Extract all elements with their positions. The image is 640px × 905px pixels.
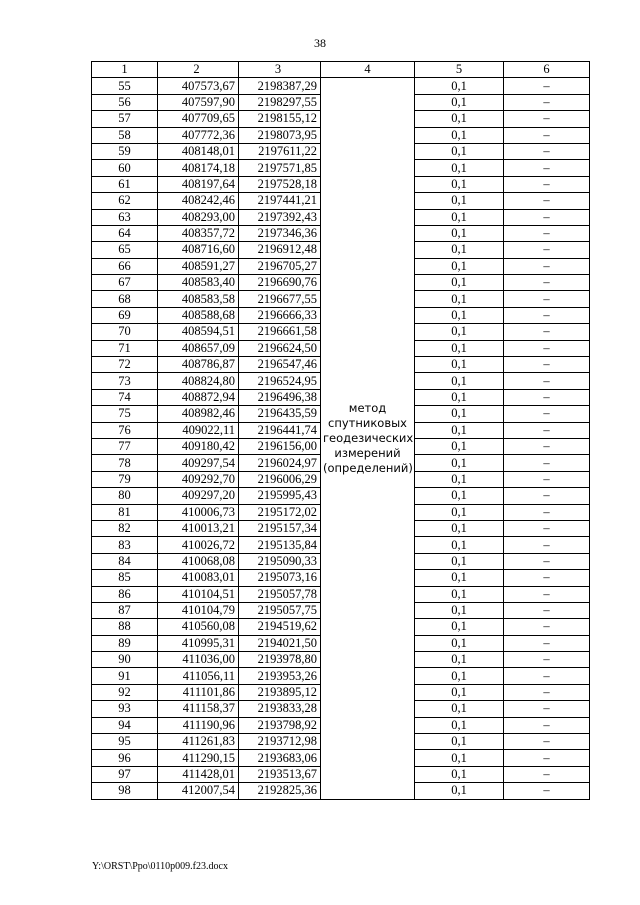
table-cell: 2195057,78 xyxy=(239,586,321,602)
table-cell: – xyxy=(504,340,590,356)
table-cell: 2197346,36 xyxy=(239,225,321,241)
table-cell: 83 xyxy=(92,537,158,553)
table-cell: 98 xyxy=(92,783,158,799)
table-cell: 0,1 xyxy=(415,422,504,438)
header-cell: 3 xyxy=(239,62,321,78)
header-cell: 2 xyxy=(158,62,239,78)
table-cell: – xyxy=(504,471,590,487)
table-cell: 96 xyxy=(92,750,158,766)
table-cell: 2192825,36 xyxy=(239,783,321,799)
table-cell: 0,1 xyxy=(415,438,504,454)
table-cell: 2195057,75 xyxy=(239,602,321,618)
table-cell: – xyxy=(504,537,590,553)
table-cell: 408174,18 xyxy=(158,160,239,176)
table-cell: 410104,79 xyxy=(158,602,239,618)
table-cell: 0,1 xyxy=(415,340,504,356)
table-cell: – xyxy=(504,242,590,258)
table-cell: 0,1 xyxy=(415,520,504,536)
table-cell: – xyxy=(504,684,590,700)
table-cell: 63 xyxy=(92,209,158,225)
page-number: 38 xyxy=(314,36,326,50)
table-cell: 408657,09 xyxy=(158,340,239,356)
table-cell: – xyxy=(504,783,590,799)
table-cell: 0,1 xyxy=(415,783,504,799)
table-cell: 82 xyxy=(92,520,158,536)
table-cell: 2196156,00 xyxy=(239,438,321,454)
table-cell: 411036,00 xyxy=(158,652,239,668)
table-cell: 411056,11 xyxy=(158,668,239,684)
table-cell: 71 xyxy=(92,340,158,356)
table-cell: 0,1 xyxy=(415,176,504,192)
table-cell: 408824,80 xyxy=(158,373,239,389)
table-cell: 91 xyxy=(92,668,158,684)
table-cell: 59 xyxy=(92,143,158,159)
table-cell: 0,1 xyxy=(415,504,504,520)
table-cell: 2197528,18 xyxy=(239,176,321,192)
table-cell: 0,1 xyxy=(415,389,504,405)
table-cell: 408357,72 xyxy=(158,225,239,241)
table-cell: 97 xyxy=(92,766,158,782)
table-cell: – xyxy=(504,455,590,471)
table-cell: 410560,08 xyxy=(158,619,239,635)
header-cell: 1 xyxy=(92,62,158,78)
method-line: спутниковых xyxy=(328,415,407,430)
table-cell: 2193683,06 xyxy=(239,750,321,766)
table-cell: 81 xyxy=(92,504,158,520)
table-cell: 2193953,26 xyxy=(239,668,321,684)
table-cell: 86 xyxy=(92,586,158,602)
table-cell: 2196024,97 xyxy=(239,455,321,471)
table-cell: 407709,65 xyxy=(158,111,239,127)
table-cell: 0,1 xyxy=(415,209,504,225)
table-cell: 0,1 xyxy=(415,734,504,750)
table-cell: 409297,54 xyxy=(158,455,239,471)
table-cell: 407573,67 xyxy=(158,78,239,94)
table-cell: 2193712,98 xyxy=(239,734,321,750)
table-cell: 0,1 xyxy=(415,652,504,668)
table-cell: 70 xyxy=(92,324,158,340)
table-cell: 2198387,29 xyxy=(239,78,321,94)
table-cell: – xyxy=(504,373,590,389)
table-cell: 2196006,29 xyxy=(239,471,321,487)
table-cell: 407772,36 xyxy=(158,127,239,143)
table-cell: 94 xyxy=(92,717,158,733)
table-cell: 0,1 xyxy=(415,160,504,176)
table-cell: 0,1 xyxy=(415,750,504,766)
table-cell: 68 xyxy=(92,291,158,307)
table-cell: 0,1 xyxy=(415,406,504,422)
table-cell: 57 xyxy=(92,111,158,127)
table-body xyxy=(92,78,590,799)
table-cell: 0,1 xyxy=(415,275,504,291)
table-cell: 408293,00 xyxy=(158,209,239,225)
table-cell: 75 xyxy=(92,406,158,422)
table-cell: 78 xyxy=(92,455,158,471)
table-cell: 0,1 xyxy=(415,111,504,127)
table-cell: 61 xyxy=(92,176,158,192)
table-cell: 0,1 xyxy=(415,488,504,504)
table-cell: 0,1 xyxy=(415,357,504,373)
table-row xyxy=(92,78,590,94)
table-cell: – xyxy=(504,176,590,192)
table-cell: 84 xyxy=(92,553,158,569)
table-cell: 410006,73 xyxy=(158,504,239,520)
table-cell: 0,1 xyxy=(415,471,504,487)
table-cell: 55 xyxy=(92,78,158,94)
table-cell: 2193978,80 xyxy=(239,652,321,668)
table-cell: 2197441,21 xyxy=(239,193,321,209)
table-cell: – xyxy=(504,438,590,454)
table-cell: 2198155,12 xyxy=(239,111,321,127)
table-cell: – xyxy=(504,111,590,127)
table-cell: 2197611,22 xyxy=(239,143,321,159)
table-cell: 411428,01 xyxy=(158,766,239,782)
table-cell: 0,1 xyxy=(415,619,504,635)
table-cell: 409297,20 xyxy=(158,488,239,504)
table-cell: 407597,90 xyxy=(158,94,239,110)
table-cell: – xyxy=(504,357,590,373)
table-cell: 90 xyxy=(92,652,158,668)
table-cell: – xyxy=(504,422,590,438)
table-cell: 65 xyxy=(92,242,158,258)
table-cell: 0,1 xyxy=(415,373,504,389)
table-cell: 408197,64 xyxy=(158,176,239,192)
table-cell: 0,1 xyxy=(415,717,504,733)
table-cell: – xyxy=(504,406,590,422)
table-cell: 2196690,76 xyxy=(239,275,321,291)
table-cell: 2193513,67 xyxy=(239,766,321,782)
table-cell: 88 xyxy=(92,619,158,635)
header-cell: 4 xyxy=(321,62,415,78)
table-cell: 80 xyxy=(92,488,158,504)
table-cell: – xyxy=(504,389,590,405)
table-cell: – xyxy=(504,734,590,750)
table-cell: – xyxy=(504,553,590,569)
table-cell: 411101,86 xyxy=(158,684,239,700)
table-cell: – xyxy=(504,635,590,651)
table-cell: 72 xyxy=(92,357,158,373)
table-cell: 409292,70 xyxy=(158,471,239,487)
table-cell: 79 xyxy=(92,471,158,487)
table-cell: – xyxy=(504,307,590,323)
table-cell: – xyxy=(504,160,590,176)
table-cell: – xyxy=(504,668,590,684)
table-cell: 0,1 xyxy=(415,307,504,323)
table-cell: 410083,01 xyxy=(158,570,239,586)
table-cell: 2197571,85 xyxy=(239,160,321,176)
table-cell: 2194021,50 xyxy=(239,635,321,651)
table-cell: – xyxy=(504,275,590,291)
table-cell: – xyxy=(504,750,590,766)
table-cell: 410068,08 xyxy=(158,553,239,569)
table-cell: 408716,60 xyxy=(158,242,239,258)
table-cell: – xyxy=(504,520,590,536)
table-cell: – xyxy=(504,78,590,94)
table-cell: – xyxy=(504,488,590,504)
table-cell: – xyxy=(504,586,590,602)
table-cell: 2196705,27 xyxy=(239,258,321,274)
method-line: измерений xyxy=(334,445,401,460)
table-cell: – xyxy=(504,324,590,340)
table-cell: 66 xyxy=(92,258,158,274)
table-cell: – xyxy=(504,193,590,209)
table-cell: 2195090,33 xyxy=(239,553,321,569)
table-cell: 0,1 xyxy=(415,127,504,143)
table-cell: – xyxy=(504,143,590,159)
table-cell: 410026,72 xyxy=(158,537,239,553)
table-cell: 2196547,46 xyxy=(239,357,321,373)
table-cell: – xyxy=(504,258,590,274)
file-path-footer: Y:\ORST\Ppo\0110p009.f23.docx xyxy=(92,861,228,872)
table-header-row xyxy=(92,62,590,78)
table-cell: 0,1 xyxy=(415,225,504,241)
table-cell: 409180,42 xyxy=(158,438,239,454)
table-cell: 411261,83 xyxy=(158,734,239,750)
table-cell: 0,1 xyxy=(415,78,504,94)
table-cell: 67 xyxy=(92,275,158,291)
table-cell: 2196624,50 xyxy=(239,340,321,356)
table-cell: – xyxy=(504,701,590,717)
table-cell: 409022,11 xyxy=(158,422,239,438)
table-cell: 0,1 xyxy=(415,570,504,586)
table-cell: 2195995,43 xyxy=(239,488,321,504)
table-cell: 0,1 xyxy=(415,553,504,569)
table-cell: 2196435,59 xyxy=(239,406,321,422)
table-cell: – xyxy=(504,225,590,241)
table-cell: 56 xyxy=(92,94,158,110)
table-cell: 76 xyxy=(92,422,158,438)
table-cell: – xyxy=(504,209,590,225)
table-cell: – xyxy=(504,291,590,307)
table-cell: 2198073,95 xyxy=(239,127,321,143)
table-cell: 2198297,55 xyxy=(239,94,321,110)
table-cell: 87 xyxy=(92,602,158,618)
table-cell: – xyxy=(504,619,590,635)
table-cell: 77 xyxy=(92,438,158,454)
coordinates-table xyxy=(91,61,590,800)
table-cell: 73 xyxy=(92,373,158,389)
table-cell: 0,1 xyxy=(415,258,504,274)
method-line: метод xyxy=(348,400,387,415)
table-cell: 0,1 xyxy=(415,193,504,209)
table-cell: 408982,46 xyxy=(158,406,239,422)
table-cell: 412007,54 xyxy=(158,783,239,799)
table-cell: 408588,68 xyxy=(158,307,239,323)
table-cell: 2196524,95 xyxy=(239,373,321,389)
table-cell: – xyxy=(504,127,590,143)
table-cell: 0,1 xyxy=(415,668,504,684)
table-cell: 410995,31 xyxy=(158,635,239,651)
table-cell: 95 xyxy=(92,734,158,750)
table-cell: 2193895,12 xyxy=(239,684,321,700)
table-cell: 408583,58 xyxy=(158,291,239,307)
table-cell: 408872,94 xyxy=(158,389,239,405)
table-cell: 64 xyxy=(92,225,158,241)
table-cell: 0,1 xyxy=(415,602,504,618)
table-cell: – xyxy=(504,652,590,668)
table-cell: 2196496,38 xyxy=(239,389,321,405)
table-cell: 0,1 xyxy=(415,537,504,553)
table-cell: 2196666,33 xyxy=(239,307,321,323)
table-cell: 0,1 xyxy=(415,324,504,340)
table-cell: 408583,40 xyxy=(158,275,239,291)
table-cell: 0,1 xyxy=(415,684,504,700)
table-cell: 2196661,58 xyxy=(239,324,321,340)
table-cell: 0,1 xyxy=(415,455,504,471)
table-cell: 0,1 xyxy=(415,766,504,782)
method-line: геодезических xyxy=(323,430,414,445)
table-cell: 93 xyxy=(92,701,158,717)
table-cell: – xyxy=(504,602,590,618)
table-cell: 2196912,48 xyxy=(239,242,321,258)
table-cell: 0,1 xyxy=(415,143,504,159)
table-cell: 2195172,02 xyxy=(239,504,321,520)
table-cell: 69 xyxy=(92,307,158,323)
table-cell: 2193833,28 xyxy=(239,701,321,717)
table-cell: 2195135,84 xyxy=(239,537,321,553)
table-cell: 0,1 xyxy=(415,586,504,602)
table-cell: 408148,01 xyxy=(158,143,239,159)
table-cell: 60 xyxy=(92,160,158,176)
table-cell: 85 xyxy=(92,570,158,586)
table-cell: 0,1 xyxy=(415,701,504,717)
table-cell: 2197392,43 xyxy=(239,209,321,225)
table-cell: 411190,96 xyxy=(158,717,239,733)
table-cell: 408786,87 xyxy=(158,357,239,373)
table-cell: 2193798,92 xyxy=(239,717,321,733)
table-cell: 92 xyxy=(92,684,158,700)
table-cell: 2196441,74 xyxy=(239,422,321,438)
table-cell: 408242,46 xyxy=(158,193,239,209)
table-cell: 410104,51 xyxy=(158,586,239,602)
table-cell: – xyxy=(504,94,590,110)
table-cell: 2195073,16 xyxy=(239,570,321,586)
table-cell: 0,1 xyxy=(415,242,504,258)
table-cell: – xyxy=(504,766,590,782)
table-cell: 0,1 xyxy=(415,635,504,651)
table-cell: 58 xyxy=(92,127,158,143)
table-cell: – xyxy=(504,504,590,520)
table-cell: – xyxy=(504,570,590,586)
table-cell: – xyxy=(504,717,590,733)
table-cell: 410013,21 xyxy=(158,520,239,536)
header-cell: 6 xyxy=(504,62,590,78)
table-cell: 74 xyxy=(92,389,158,405)
table-cell: 411290,15 xyxy=(158,750,239,766)
table-cell: 2196677,55 xyxy=(239,291,321,307)
header-cell: 5 xyxy=(415,62,504,78)
method-line: (определений) xyxy=(323,460,413,475)
table-cell: 89 xyxy=(92,635,158,651)
table-cell: 408591,27 xyxy=(158,258,239,274)
table-cell: 2195157,34 xyxy=(239,520,321,536)
table-cell: 408594,51 xyxy=(158,324,239,340)
table-cell: 2194519,62 xyxy=(239,619,321,635)
table-cell: 0,1 xyxy=(415,94,504,110)
table-cell: 0,1 xyxy=(415,291,504,307)
table-cell: 62 xyxy=(92,193,158,209)
method-cell xyxy=(321,78,415,799)
table-cell: 411158,37 xyxy=(158,701,239,717)
